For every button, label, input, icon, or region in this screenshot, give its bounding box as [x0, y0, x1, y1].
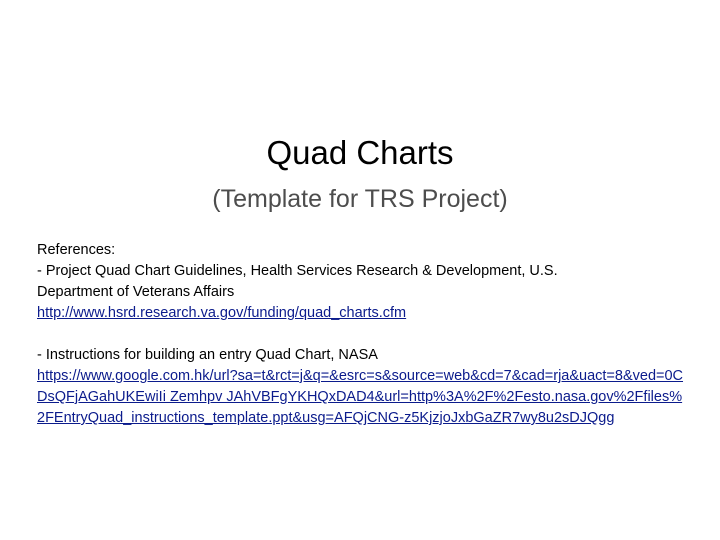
reference-1-link[interactable]: http://www.hsrd.research.va.gov/funding/quad_charts.cfm: [37, 305, 407, 321]
reference-1-text-line-2: Department of Veterans Affairs: [37, 284, 235, 300]
spacer: [37, 324, 685, 345]
slide-subtitle: (Template for TRS Project): [212, 185, 508, 213]
reference-2-link[interactable]: https://www.google.com.hk/url?sa=t&rct=j&q=&esrc=s&source=web&cd=7&cad=rja&uact=8&ved=0CDsQFjAGahUKEwiIi Zemhpv JAhVBFgYKHQxDAD4&url=http%3A%2F%2Festo.nasa.gov%2Ffiles%2FEntryQuad_instructions_template.ppt&usg=AFQjCNG-z5KjzjoJxbGaZR7wy8u2sDJQgg: [37, 368, 684, 426]
references-block: [37, 240, 685, 429]
reference-1-text-line-1: - Project Quad Chart Guidelines, Health Services Research & Development, U.S.: [37, 263, 558, 279]
references-heading: References:: [37, 242, 116, 258]
reference-2-text: - Instructions for building an entry Quad Chart, NASA: [37, 347, 378, 363]
slide-title: Quad Charts: [266, 134, 454, 171]
